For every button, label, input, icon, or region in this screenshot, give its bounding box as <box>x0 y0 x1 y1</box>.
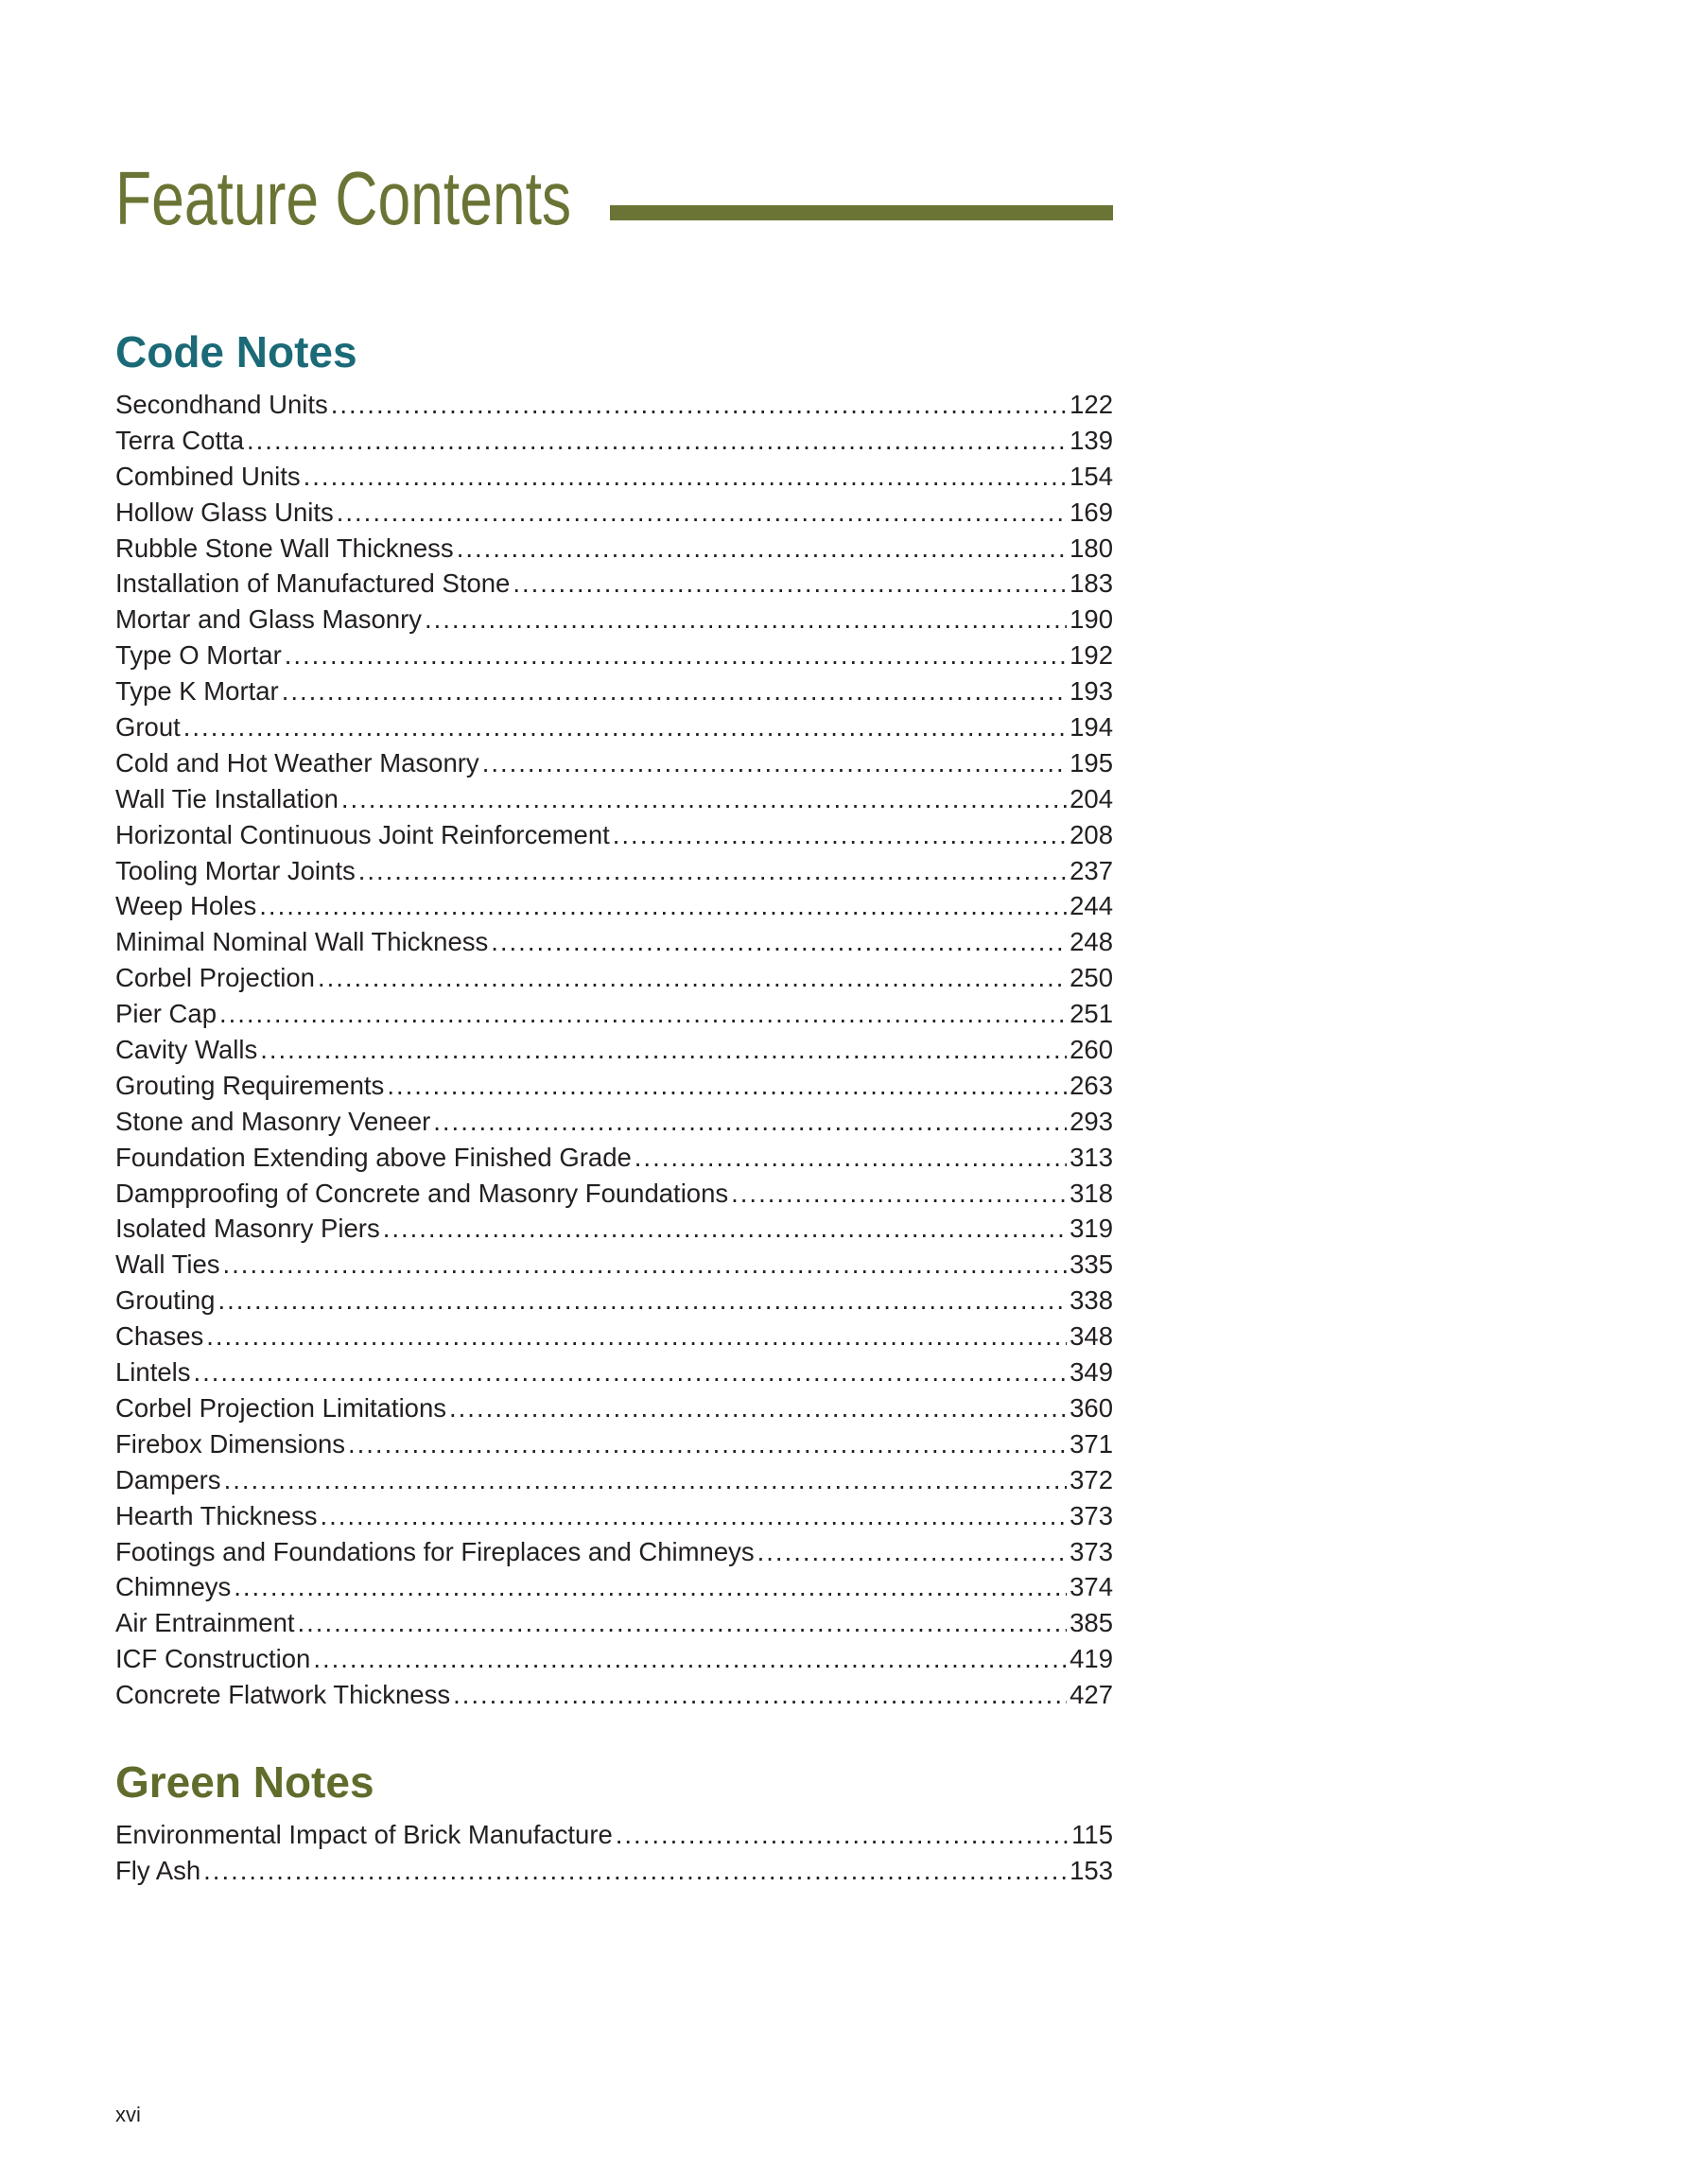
toc-entry[interactable] <box>115 1104 1113 1140</box>
dot-leader <box>482 745 1067 781</box>
toc-entry-title: Rubble Stone Wall Thickness <box>115 533 454 563</box>
dot-leader <box>206 1319 1067 1354</box>
toc-entry[interactable] <box>115 996 1113 1032</box>
toc-entry[interactable] <box>115 960 1113 996</box>
toc-entry-title: Terra Cotta <box>115 425 245 455</box>
dot-leader <box>318 960 1067 996</box>
toc-entry-page: 169 <box>1070 497 1113 527</box>
toc-entry-title: ICF Construction <box>115 1644 311 1674</box>
toc-entry[interactable] <box>115 1498 1113 1534</box>
page-header <box>115 151 1113 246</box>
toc-entry-title: Fly Ash <box>115 1855 201 1885</box>
toc-entry[interactable] <box>115 1641 1113 1677</box>
toc-entry[interactable] <box>115 1426 1113 1462</box>
toc-entry[interactable] <box>115 1283 1113 1319</box>
toc-entry-page: 263 <box>1070 1070 1113 1100</box>
toc-entry[interactable] <box>115 1211 1113 1247</box>
toc-entry-title: Cold and Hot Weather Masonry <box>115 747 479 778</box>
toc-entry-title: Pier Cap <box>115 999 217 1029</box>
toc-entry-title: Lintels <box>115 1357 191 1388</box>
toc-entry-page: 374 <box>1070 1572 1113 1602</box>
toc-entry-page: 122 <box>1070 390 1113 419</box>
dot-leader <box>358 853 1067 889</box>
toc-entry-title: Wall Ties <box>115 1249 220 1280</box>
dot-leader <box>304 459 1067 495</box>
dot-leader <box>513 566 1067 602</box>
toc-entry-page: 313 <box>1070 1142 1113 1172</box>
toc-entry-page: 237 <box>1070 855 1113 885</box>
dot-leader <box>341 781 1067 817</box>
dot-leader <box>757 1534 1067 1570</box>
toc-entry-title: Corbel Projection Limitations <box>115 1392 447 1423</box>
toc-entry-title: Weep Holes <box>115 891 257 921</box>
title-rule <box>610 205 1113 220</box>
toc-entry[interactable] <box>115 745 1113 781</box>
toc-entry[interactable] <box>115 566 1113 602</box>
code-notes-list <box>115 387 1113 1713</box>
toc-entry-title: Grout <box>115 712 181 743</box>
toc-entry[interactable] <box>115 1032 1113 1068</box>
dot-leader <box>234 1569 1067 1605</box>
toc-entry[interactable] <box>115 1390 1113 1426</box>
toc-entry[interactable] <box>115 853 1113 889</box>
toc-entry-page: 360 <box>1070 1392 1113 1423</box>
dot-leader <box>731 1176 1067 1212</box>
toc-entry-title: Type K Mortar <box>115 676 279 707</box>
toc-entry[interactable] <box>115 459 1113 495</box>
toc-entry-page: 335 <box>1070 1249 1113 1280</box>
dot-leader <box>491 924 1067 960</box>
toc-entry-title: Chimneys <box>115 1572 232 1602</box>
dot-leader <box>282 673 1067 709</box>
toc-entry-title: Wall Tie Installation <box>115 783 339 813</box>
dot-leader <box>183 709 1067 745</box>
toc-entry-title: Footings and Foundations for Fireplaces and Chimneys <box>115 1536 755 1566</box>
dot-leader <box>260 1032 1067 1068</box>
toc-entry-page: 349 <box>1070 1357 1113 1388</box>
toc-entry-page: 190 <box>1070 604 1113 635</box>
dot-leader <box>457 531 1067 567</box>
toc-entry-page: 373 <box>1070 1536 1113 1566</box>
toc-entry[interactable] <box>115 1319 1113 1354</box>
dot-leader <box>425 602 1067 638</box>
toc-entry-page: 208 <box>1070 819 1113 849</box>
dot-leader <box>433 1104 1067 1140</box>
toc-entry-page: 419 <box>1070 1644 1113 1674</box>
toc-entry-title: Dampers <box>115 1464 221 1494</box>
toc-entry-title: Concrete Flatwork Thickness <box>115 1680 451 1710</box>
toc-entry[interactable] <box>115 1140 1113 1176</box>
toc-entry-title: Isolated Masonry Piers <box>115 1214 380 1244</box>
page-number: xvi <box>115 2103 141 2126</box>
code-notes-heading: Code Notes <box>115 327 357 376</box>
toc-entry[interactable] <box>115 1569 1113 1605</box>
dot-leader <box>616 1817 1069 1853</box>
toc-entry[interactable] <box>115 1677 1113 1713</box>
toc-entry-title: Corbel Projection <box>115 963 315 993</box>
dot-leader <box>217 1283 1067 1319</box>
dot-leader <box>298 1605 1068 1641</box>
toc-entry-page: 139 <box>1070 425 1113 455</box>
toc-entry-page: 250 <box>1070 963 1113 993</box>
toc-entry-page: 260 <box>1070 1035 1113 1065</box>
toc-entry-title: Hearth Thickness <box>115 1500 318 1530</box>
toc-entry[interactable] <box>115 888 1113 924</box>
dot-leader <box>313 1641 1067 1677</box>
dot-leader <box>613 817 1067 853</box>
green-notes-heading: Green Notes <box>115 1757 374 1807</box>
toc-entry[interactable] <box>115 1247 1113 1283</box>
toc-entry-title: Secondhand Units <box>115 390 328 419</box>
toc-entry-title: Chases <box>115 1321 204 1352</box>
dot-leader <box>223 1247 1068 1283</box>
toc-entry[interactable] <box>115 1853 1113 1889</box>
toc-entry-page: 373 <box>1070 1500 1113 1530</box>
toc-entry[interactable] <box>115 1534 1113 1570</box>
toc-entry[interactable] <box>115 1462 1113 1498</box>
toc-entry[interactable] <box>115 638 1113 673</box>
toc-entry-title: Air Entrainment <box>115 1608 295 1638</box>
dot-leader <box>224 1462 1068 1498</box>
toc-entry-title: Cavity Walls <box>115 1035 258 1065</box>
toc-entry-page: 154 <box>1070 461 1113 491</box>
dot-leader <box>259 888 1067 924</box>
dot-leader <box>320 1498 1067 1534</box>
toc-entry-title: Stone and Masonry Veneer <box>115 1106 431 1136</box>
toc-entry[interactable] <box>115 387 1113 423</box>
toc-entry[interactable] <box>115 781 1113 817</box>
toc-entry-title: Tooling Mortar Joints <box>115 855 356 885</box>
toc-entry-page: 372 <box>1070 1464 1113 1494</box>
toc-entry-page: 195 <box>1070 747 1113 778</box>
toc-entry-page: 248 <box>1070 927 1113 957</box>
toc-entry[interactable] <box>115 495 1113 531</box>
toc-entry-page: 251 <box>1070 999 1113 1029</box>
toc-entry[interactable] <box>115 709 1113 745</box>
toc-entry-title: Installation of Manufactured Stone <box>115 568 511 599</box>
toc-entry-title: Horizontal Continuous Joint Reinforcement <box>115 819 610 849</box>
toc-entry-title: Firebox Dimensions <box>115 1428 346 1459</box>
dot-leader <box>383 1211 1067 1247</box>
toc-entry-title: Hollow Glass Units <box>115 497 334 527</box>
toc-entry-page: 348 <box>1070 1321 1113 1352</box>
dot-leader <box>348 1426 1067 1462</box>
toc-entry-page: 204 <box>1070 783 1113 813</box>
dot-leader <box>337 495 1067 531</box>
dot-leader <box>331 387 1067 423</box>
toc-entry[interactable] <box>115 1068 1113 1104</box>
dot-leader <box>247 423 1067 459</box>
toc-entry-page: 183 <box>1070 568 1113 599</box>
toc-entry[interactable] <box>115 423 1113 459</box>
toc-entry-title: Grouting <box>115 1285 216 1316</box>
dot-leader <box>387 1068 1067 1104</box>
toc-entry[interactable] <box>115 673 1113 709</box>
dot-leader <box>194 1354 1068 1390</box>
toc-entry[interactable] <box>115 924 1113 960</box>
toc-entry[interactable] <box>115 1176 1113 1212</box>
toc-entry-title: Foundation Extending above Finished Grade <box>115 1142 632 1172</box>
toc-entry[interactable] <box>115 602 1113 638</box>
toc-entry[interactable] <box>115 817 1113 853</box>
toc-entry-page: 385 <box>1070 1608 1113 1638</box>
toc-entry-page: 192 <box>1070 640 1113 671</box>
toc-entry[interactable] <box>115 1354 1113 1390</box>
toc-entry-page: 371 <box>1070 1428 1113 1459</box>
toc-entry-page: 319 <box>1070 1214 1113 1244</box>
toc-entry-page: 338 <box>1070 1285 1113 1316</box>
toc-entry-title: Type O Mortar <box>115 640 282 671</box>
toc-entry[interactable] <box>115 1817 1113 1853</box>
toc-entry-page: 244 <box>1070 891 1113 921</box>
toc-entry[interactable] <box>115 531 1113 567</box>
toc-entry-page: 115 <box>1071 1820 1113 1849</box>
toc-entry-page: 318 <box>1070 1178 1113 1208</box>
dot-leader <box>635 1140 1067 1176</box>
toc-entry-title: Grouting Requirements <box>115 1070 385 1100</box>
toc-entry-page: 180 <box>1070 533 1113 563</box>
dot-leader <box>285 638 1067 673</box>
toc-entry-title: Minimal Nominal Wall Thickness <box>115 927 489 957</box>
toc-entry[interactable] <box>115 1605 1113 1641</box>
page-title: Feature Contents <box>115 156 572 240</box>
green-notes-list <box>115 1817 1113 1889</box>
toc-entry-title: Dampproofing of Concrete and Masonry Foundations <box>115 1178 729 1208</box>
toc-entry-title: Mortar and Glass Masonry <box>115 604 422 635</box>
dot-leader <box>219 996 1067 1032</box>
toc-entry-page: 193 <box>1070 676 1113 707</box>
toc-entry-page: 153 <box>1070 1855 1113 1885</box>
toc-entry-page: 194 <box>1070 712 1113 743</box>
toc-entry-page: 293 <box>1070 1106 1113 1136</box>
dot-leader <box>449 1390 1067 1426</box>
dot-leader <box>203 1853 1067 1889</box>
toc-entry-page: 427 <box>1070 1680 1113 1710</box>
dot-leader <box>453 1677 1067 1713</box>
toc-entry-title: Environmental Impact of Brick Manufacture <box>115 1820 613 1849</box>
toc-entry-title: Combined Units <box>115 461 301 491</box>
